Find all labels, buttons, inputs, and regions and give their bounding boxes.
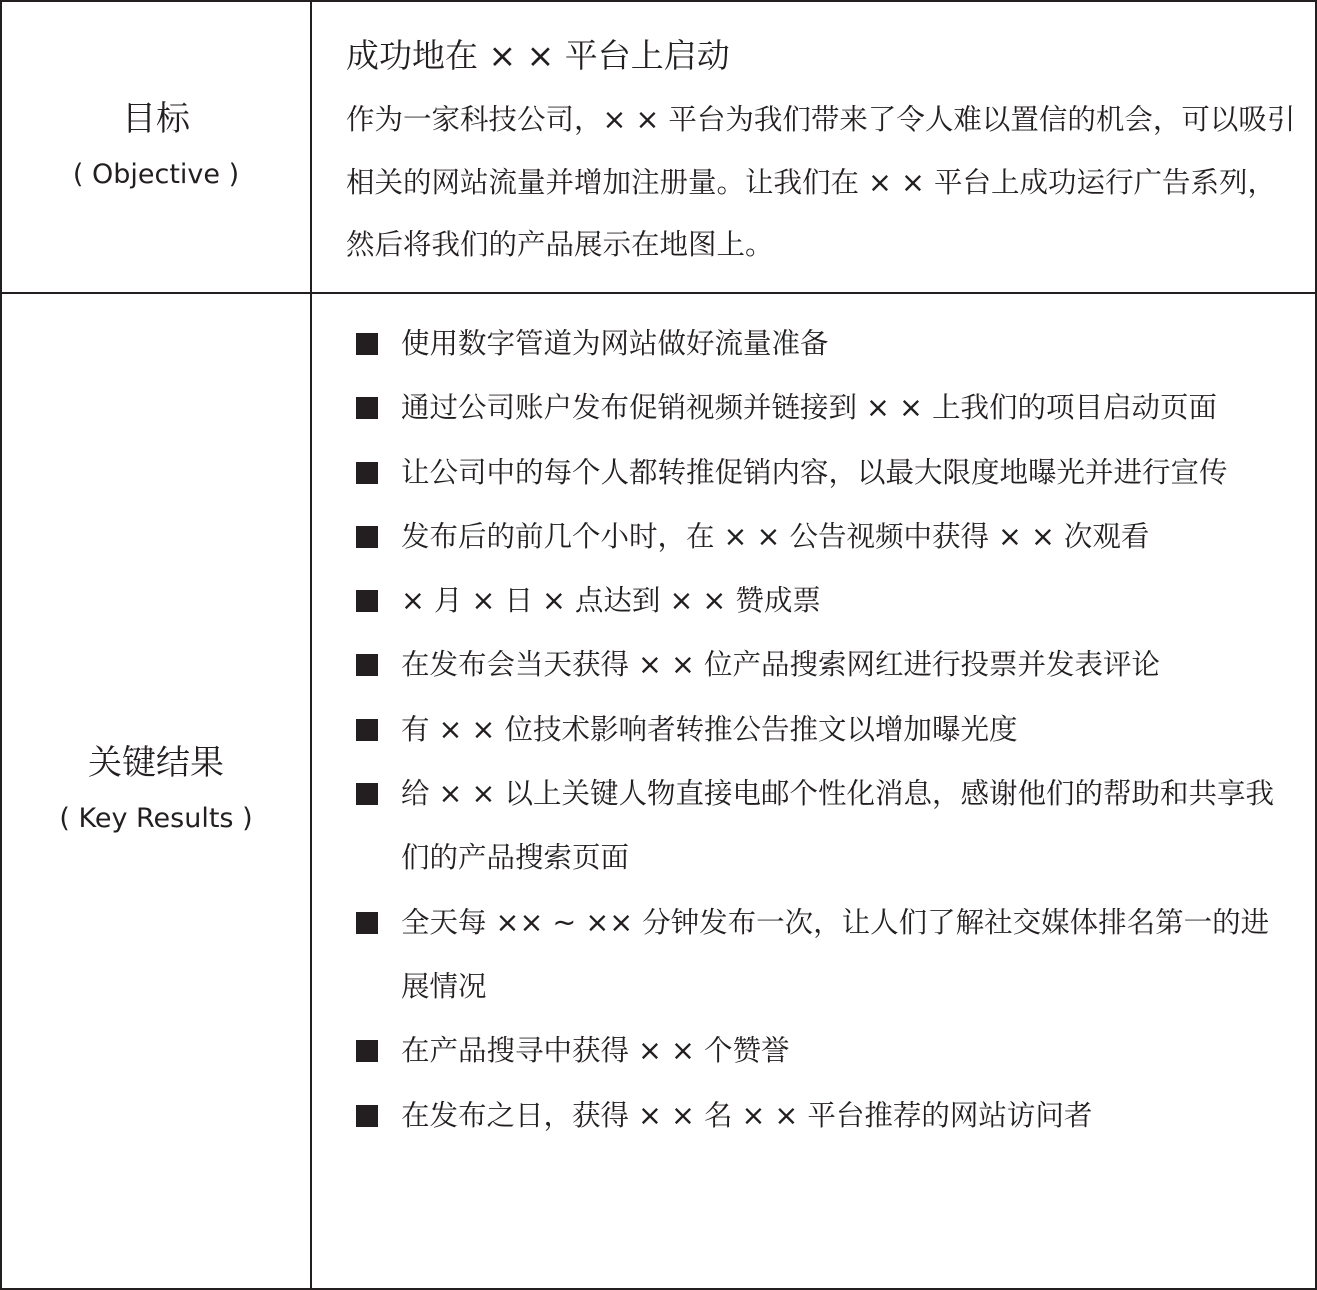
key-result-item	[312, 633, 1315, 697]
key-result-item	[312, 505, 1315, 569]
key-results-list	[312, 312, 1315, 1148]
key-results-content-cell	[312, 294, 1315, 1288]
key-result-item	[312, 762, 1315, 891]
key-result-text: 有 × × 位技术影响者转推公告推文以增加曝光度	[401, 712, 1018, 746]
key-result-item	[312, 441, 1315, 505]
key-result-text: 给 × × 以上关键人物直接电邮个性化消息，感谢他们的帮助和共享我们的产品搜索页面	[401, 777, 1274, 875]
key-result-text: 在发布会当天获得 × × 位产品搜索网红进行投票并发表评论	[401, 648, 1160, 682]
objective-row	[2, 2, 1315, 294]
black-square-bullet-icon	[356, 333, 378, 355]
objective-content-cell	[312, 2, 1315, 292]
key-result-item	[312, 1019, 1315, 1083]
black-square-bullet-icon	[356, 912, 378, 934]
key-results-label-english: ( Key Results )	[59, 803, 253, 834]
key-results-label-block	[2, 740, 310, 838]
objective-label-cell	[2, 2, 312, 292]
key-result-text: 在产品搜寻中获得 × × 个赞誉	[401, 1034, 790, 1068]
black-square-bullet-icon	[356, 654, 378, 676]
key-result-item	[312, 376, 1315, 440]
key-result-text: 使用数字管道为网站做好流量准备	[401, 327, 829, 360]
key-result-item	[312, 312, 1315, 376]
key-result-text: × 月 × 日 × 点达到 × × 赞成票	[401, 584, 821, 618]
key-result-text: 在发布之日，获得 × × 名 × × 平台推荐的网站访问者	[401, 1098, 1093, 1132]
objective-label-english: ( Objective )	[72, 159, 240, 190]
key-result-text: 让公司中的每个人都转推促销内容，以最大限度地曝光并进行宣传	[401, 455, 1228, 489]
objective-label-block	[2, 96, 310, 194]
black-square-bullet-icon	[356, 526, 378, 548]
key-result-item	[312, 698, 1315, 762]
key-result-text: 全天每 ×× ~ ×× 分钟发布一次，让人们了解社交媒体排名第一的进展情况	[401, 905, 1270, 1003]
black-square-bullet-icon	[356, 719, 378, 741]
key-result-item	[312, 891, 1315, 1020]
black-square-bullet-icon	[356, 1105, 378, 1127]
key-results-row	[2, 294, 1315, 1288]
key-result-item	[312, 1084, 1315, 1148]
black-square-bullet-icon	[356, 462, 378, 484]
key-result-text: 通过公司账户发布促销视频并链接到 × × 上我们的项目启动页面	[401, 391, 1217, 425]
objective-label: 目标	[122, 99, 190, 139]
key-result-item	[312, 569, 1315, 633]
black-square-bullet-icon	[356, 783, 378, 805]
key-result-text: 发布后的前几个小时，在 × × 公告视频中获得 × × 次观看	[401, 519, 1150, 553]
black-square-bullet-icon	[356, 1040, 378, 1062]
black-square-bullet-icon	[356, 590, 378, 612]
key-results-label: 关键结果	[88, 743, 224, 783]
objective-description: 作为一家科技公司，× × 平台为我们带来了令人难以置信的机会，可以吸引相关的网站流量并增加注册量。让我们在 × × 平台上成功运行广告系列，然后将我们的产品展示在地图上。	[346, 103, 1296, 261]
key-results-label-cell	[2, 294, 312, 1288]
black-square-bullet-icon	[356, 397, 378, 419]
objective-title: 成功地在 × × 平台上启动	[346, 36, 730, 75]
